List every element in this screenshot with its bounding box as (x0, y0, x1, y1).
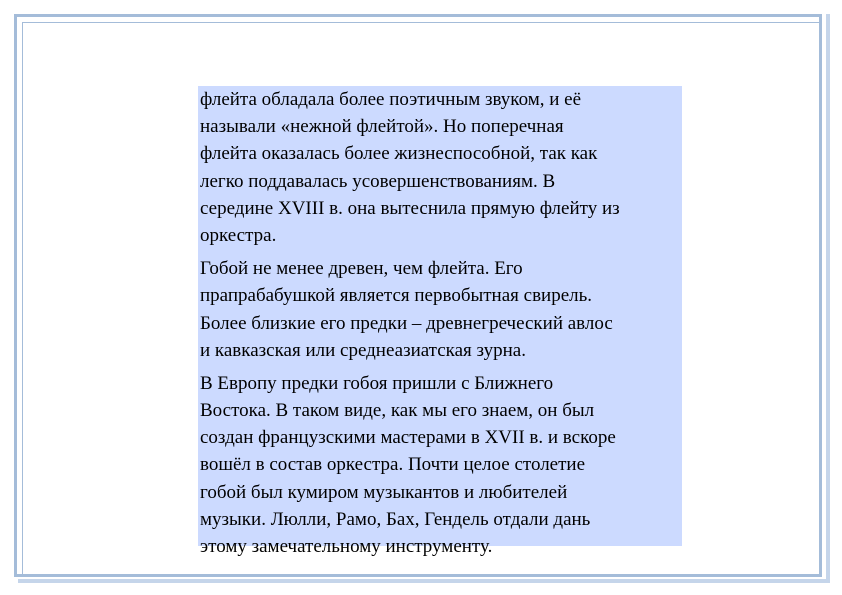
text-line: флейта оказалась более жизнеспособной, так как (200, 143, 598, 165)
slide-frame-shadow-bottom (18, 579, 830, 583)
text-line: вошёл в состав оркестра. Почти целое столетие (200, 454, 586, 476)
text-line: называли «нежной флейтой». Но поперечная (200, 116, 564, 138)
text-line: создан французскими мастерами в XVII в. и вскоре (200, 427, 616, 449)
text-line: этому замечательному инструменту. (200, 536, 493, 557)
slide-frame-shadow-right (826, 14, 830, 581)
text-line: прапрабабушкой является первобытная свирель. (200, 285, 593, 307)
text-line: оркестра. (200, 224, 277, 246)
text-line: В Европу предки гобоя пришли с Ближнего (200, 372, 554, 394)
text-line: легко поддавалась усовершенствованиям. В (200, 170, 556, 192)
text-line: гобой был кумиром музыкантов и любителей (200, 481, 568, 503)
paragraph-oboe-origin (200, 255, 680, 364)
text-line: Гобой не менее древен, чем флейта. Его (200, 258, 523, 280)
text-line: Востока. В таком виде, как мы его знаем, он был (200, 400, 595, 422)
text-line: и кавказская или среднеазиатская зурна. (200, 339, 526, 361)
paragraph-flute (200, 86, 680, 249)
text-line: середине XVIII в. она вытеснила прямую флейту из (200, 197, 620, 219)
text-line: флейта обладала более поэтичным звуком, и её (200, 89, 582, 110)
paragraph-oboe-europe (200, 370, 680, 560)
text-line: музыки. Люлли, Рамо, Бах, Гендель отдали дань (200, 508, 591, 530)
text-box (198, 86, 682, 557)
text-line: Более близкие его предки – древнегреческий авлос (200, 312, 613, 334)
